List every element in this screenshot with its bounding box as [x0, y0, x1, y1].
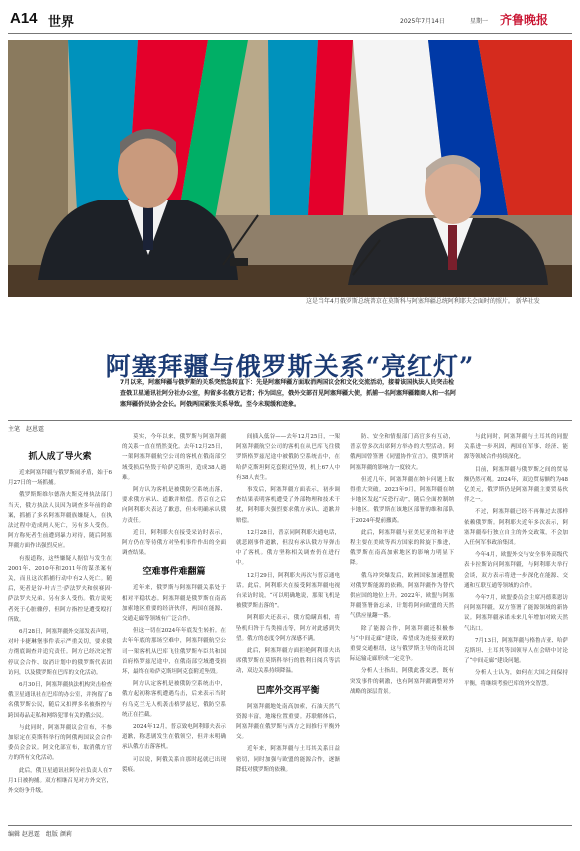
article-paragraph: 间插入低谷——去年12月25日，一架阿塞拜疆航空公司的客机在从巴库飞往俄罗斯格罗兹尼途中被俄防空系统击中，在哈萨克斯坦阿克套附近坠毁，机上67人中有38人丧生。	[236, 434, 340, 481]
lead-divider	[8, 420, 572, 421]
article-column-2	[122, 432, 226, 777]
article-paragraph: 12月28日，普京同阿利耶夫通电话，就悲剧事件道歉，但没有承认俄方导弹击中了客机。俄方坚称相关调查仍在进行中。	[236, 529, 340, 567]
page-footer: 编辑 赵恩霆 组版 颜莉	[8, 831, 72, 838]
article-paragraph: 但近几年，阿塞拜疆在纳卡问题上取得重大突破。2023年9月，阿塞拜疆在纳卡地区发起“反恐行动”，随后全面控制纳卡地区。俄罗斯在该地区部署的维和部队于2024年提前撤离。	[350, 476, 454, 524]
article-paragraph: 阿塞拜疆地处南高加索，石油天然气资源丰富，地缘位置重要。苏联解体后，阿塞拜疆在俄罗斯与西方之间推行平衡外交。	[236, 703, 340, 741]
article-title: 阿塞拜疆与俄罗斯关系“亮红灯”	[105, 351, 475, 381]
article-column-5	[464, 432, 568, 691]
header-divider	[8, 33, 572, 34]
article-column-4	[350, 432, 454, 699]
article-paragraph: 分析人士认为，如何在大国之间保持平衡，将继续考验巴库的外交智慧。	[464, 670, 568, 687]
article-column-3	[236, 432, 340, 777]
article-paragraph: 莫实，今年以来，俄罗斯与阿塞拜疆的关系一直在悄然变化。去年12月25日，一架阿塞拜疆航空公司的客机在俄南部空域受损后坠毁于哈萨克斯坦，造成38人遇难。	[122, 434, 226, 481]
article-paragraph: 12月29日，阿利耶夫再次与普京通电话。此后，阿利耶夫在接受阿塞拜疆电视台采访时说，“可以明确地说，那架飞机是被俄罗斯击落的”。	[236, 572, 340, 610]
issue-date: 2025年7月14日	[400, 18, 445, 25]
leaders-meeting-image	[8, 40, 572, 297]
article-paragraph: 近年来，阿塞拜疆与土耳其关系日益密切，同时加强与欧盟的能源合作，逐渐降低对俄罗斯的依赖。	[236, 746, 340, 773]
article-column-1	[8, 443, 112, 798]
article-paragraph: 6月30日，阿塞拜疆执法机构突击检查俄卫星通讯社在巴库的办公室，并拘留了8名俄罗斯公民，随后又扣押多名被指控与跨国毒品走私和网络犯罪有关的俄公民。	[8, 682, 112, 719]
section-heading: 巴库外交再平衡	[256, 685, 320, 696]
section-heading: 抓人成了导火索	[28, 452, 92, 462]
article-paragraph: 与此同时，阿塞拜疆与土耳其的同盟关系进一步巩固，两国在军事、经济、能源等领域合作持续深化。	[464, 434, 568, 461]
article-paragraph: 此后，阿塞拜疆与亚美尼亚的和平进程主要在美欧等西方国家的斡旋下推进，俄罗斯在南高加索地区的影响力明显下降。	[350, 529, 454, 567]
article-paragraph: 阿利耶夫还表示，俄方隐瞒真相，将坠机归咎于鸟类撞击等，阿方对此感到失望。俄方的态度令阿方深感不满。	[236, 615, 340, 642]
article-paragraph: 事发后，阿塞拜疆方面表示，初步调查结果表明客机遭受了外部物理和技术干扰，阿利耶夫强烈要求俄方承认、道歉并赔偿。	[236, 487, 340, 524]
article-paragraph: 分析人士指出，阿俄此番交恶，既有突发事件的刺激，也有阿塞拜疆调整对外战略的深层背景。	[350, 668, 454, 695]
article-paragraph: 可以说，阿俄关系自那时起就已出现裂痕。	[122, 756, 226, 773]
footer-divider	[8, 825, 572, 826]
article-paragraph: 近年来，俄罗斯与阿塞拜疆关系处于相对平稳状态。阿塞拜疆是俄罗斯在南高加索地区重要的经济伙伴，两国在能源、交通走廊等领域有广泛合作。	[122, 585, 226, 623]
article-paragraph: 近日，阿利耶夫在接受采访时表示，阿方仍在等待俄方对坠机事件作出的全面调查结果。	[122, 529, 226, 557]
article-paragraph: 俄罗斯斯维尔德洛夫斯克州执法部门当天，俄方执法人员因为调查多年前的命案，抓捕了多名阿塞拜疆族嫌疑人，在执法过程中造成两人死亡，另有多人受伤。阿方称死者生前遭到暴力对待，随后阿塞拜疆方面作出强烈反应。	[8, 492, 112, 550]
article-paragraph: 不过，阿塞拜疆已经不再像过去那样依赖俄罗斯。阿利耶夫近年多次表示，阿塞拜疆奉行独立自主的外交政策，不会加入任何军事政治集团。	[464, 509, 568, 547]
article-paragraph: 此后，阿塞拜疆方面拒绝阿利耶夫出席俄罗斯在莫斯科举行的胜利日阅兵等活动，双边关系持续降温。	[236, 648, 340, 675]
news-photo	[8, 40, 572, 297]
article-paragraph: 防、安全和情报部门高官多有互动，普京曾多次出席阿方举办的大型活动。阿俄两国曾签署《同盟协作宣言》，俄罗斯对阿塞拜疆的影响力一度较大。	[350, 434, 454, 471]
article-paragraph: 与此同时，阿塞拜疆议会宣布，不参加原定在莫斯科举行的阿俄两国议会合作委员会会议。阿文化部宣布，取消俄方官方的所有文化活动。	[8, 724, 112, 762]
article-paragraph: 目前，阿塞拜疆与俄罗斯之间的贸易额仍然可观。2024年，双边贸易额约为48亿美元，俄罗斯仍是阿塞拜疆主要贸易伙伴之一。	[464, 466, 568, 504]
article-paragraph: 除了能源合作，阿塞拜疆还积极参与“中间走廊”建设，希望成为连接亚欧的重要交通枢纽，这与俄罗斯主导的南北国际运输走廊形成一定竞争。	[350, 625, 454, 663]
photo-caption: 这是当年4月俄罗斯总统普京在莫斯科与阿塞拜疆总统阿利耶夫会面时的照片。 新华社发	[306, 298, 540, 305]
article-paragraph: 阿方认定客机是被俄防空系统击中，俄方起初称客机遭遇鸟击，后来表示当时有乌克兰无人机袭击格罗兹尼，俄防空系统正在拦截。	[122, 681, 226, 718]
page-number: A14	[10, 10, 38, 27]
article-paragraph: 近来阿塞拜疆与俄罗斯闹矛盾，始于6月27日的一场抓捕。	[8, 470, 112, 487]
azerbaijan-flag-right	[268, 40, 353, 215]
article-paragraph: 有报道称，这些嫌疑人据信与发生在2001年、2010年和2011年的谋杀案有关，而且这次抓捕行动中有2人死亡。随后，死者是谷-叶吉兰·萨法罗夫和侯赛因·萨法罗夫兄弟。另有多人受伤。俄方说死者死于心脏骤停，但阿方指控是遭受殴打所致。	[8, 555, 112, 623]
article-paragraph: 7月13日，阿塞拜疆与格鲁吉亚、哈萨克斯坦、土耳其等国领导人在会晤中讨论了“中间走廊”建设问题。	[464, 637, 568, 665]
article-byline: 主笔 赵恩霆	[8, 426, 45, 433]
section-name: 世界	[48, 15, 75, 30]
section-heading: 空难事件难翻篇	[142, 567, 206, 578]
article-paragraph: 今年7月，欧盟委员会主席冯德莱恩访问阿塞拜疆，双方签署了能源领域的新协议。阿塞拜疆承诺未来几年增加对欧天然气出口。	[464, 595, 568, 632]
article-paragraph: 但这一切在2024年年底发生转折。在去年年底的那场空难中，阿塞拜疆航空公司一架客机从巴库飞往俄罗斯车臣共和国首府格罗兹尼途中，在俄南部空域遭受损坏，最终在哈萨克斯坦阿克套附近坠毁。	[122, 628, 226, 676]
article-paragraph: 俄乌冲突爆发后，欧洲国家加速摆脱对俄罗斯能源的依赖，阿塞拜疆作为替代供应国的地位上升。2022年，欧盟与阿塞拜疆签署备忘录，计划将阿向欧盟的天然气供应量翻一番。	[350, 572, 454, 620]
article-lead: 7月以来，阿塞拜疆与俄罗斯的关系突然急转直下：先是阿塞拜疆方面取消两国议会和文化交流活动，接着该国执法人员突击检查俄卫星通讯社阿分社办公室，拘留多名俄方记者；作为回应，俄外交部召见阿塞拜疆大使，抓捕一名阿塞拜疆籍商人和一名阿塞拜疆侨民协会会长。阿俄两国紧张关系导致。至今未现缓和迹象。	[120, 379, 457, 408]
page-header	[0, 0, 580, 32]
issue-weekday: 星期一	[470, 18, 489, 25]
article-paragraph: 今年4月，欧盟外交与安全事务高级代表卡拉斯访问阿塞拜疆，与阿利耶夫举行会谈，双方表示将进一步深化在能源、交通和互联互通等领域的合作。	[464, 552, 568, 589]
article-paragraph: 阿方认为客机是被俄防空系统击落，要求俄方承认、道歉并赔偿。普京在之后向阿利耶夫表达了歉意，但未明确承认俄方责任。	[122, 487, 226, 524]
article-paragraph: 此后，俄卫星通讯社阿分社负责人在7月1日被拘捕。双方相继召见对方外交官，外交纷争升级。	[8, 767, 112, 795]
newspaper-logo: 齐鲁晚报	[500, 13, 549, 27]
article-paragraph: 2024年12月，普京致电阿利耶夫表示道歉，称悲剧发生在俄领空，但并未明确承认俄方击落客机。	[122, 724, 226, 751]
article-paragraph: 6月28日，阿塞拜疆外交部发表声明，对叶卡捷琳堡事件表示严重关切，要求俄方彻底调查并追究责任。阿方已经决定暂停议会合作、取消计划中的俄罗斯代表团访问，以及俄罗斯在巴库的文化活动。	[8, 629, 112, 676]
